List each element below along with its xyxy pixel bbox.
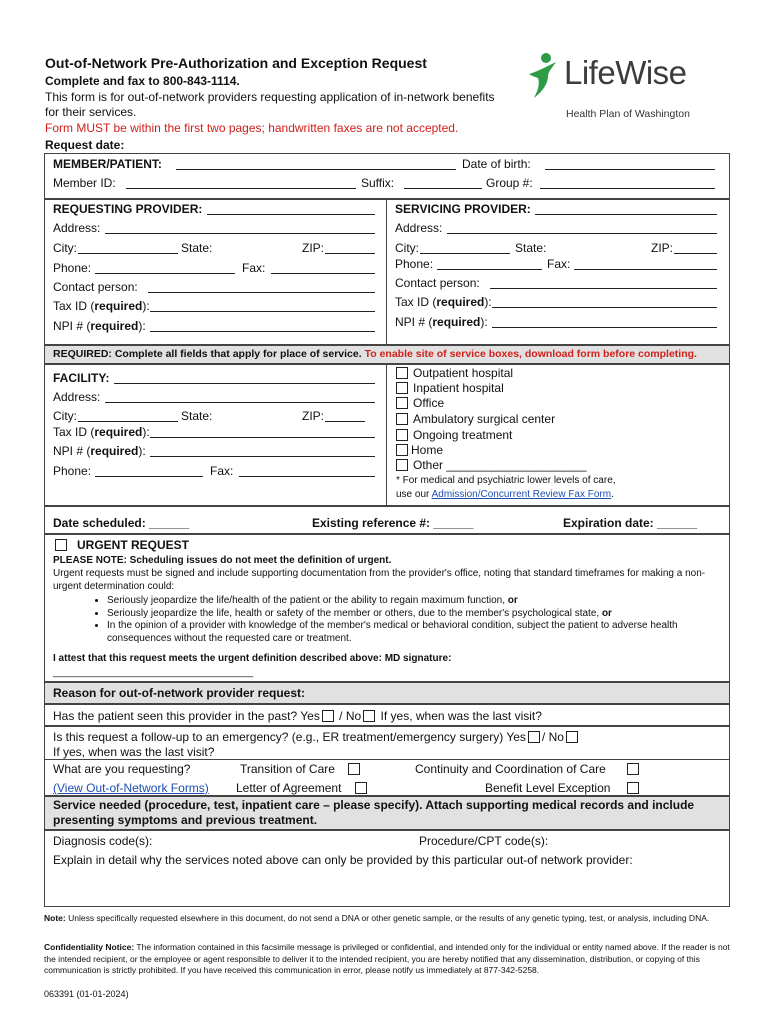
- explain-label: Explain in detail why the services noted above can only be provided by this particular out-of network provider:: [53, 853, 633, 867]
- facility-name-field[interactable]: [114, 383, 375, 384]
- requesting-zip-field[interactable]: [325, 253, 375, 254]
- pos-office-label: Office: [413, 396, 445, 410]
- transition-of-care-label: Transition of Care: [240, 762, 335, 776]
- requesting-phone-label: Phone:: [53, 261, 92, 275]
- requesting-address-label: Address:: [53, 221, 101, 235]
- fax-instruction: Complete and fax to 800-843-1114.: [45, 74, 240, 88]
- pos-ongoing-label: Ongoing treatment: [413, 428, 513, 442]
- continuity-of-care-label: Continuity and Coordination of Care: [415, 762, 606, 776]
- facility-npi-field[interactable]: [150, 456, 375, 457]
- requesting-npi-field[interactable]: [150, 331, 375, 332]
- servicing-city-label: City:: [395, 241, 419, 255]
- admission-review-form-link[interactable]: Admission/Concurrent Review Fax Form: [431, 489, 612, 500]
- servicing-contact-label: Contact person:: [395, 276, 480, 290]
- facility-divider: [386, 364, 387, 506]
- emergency-last-visit: If yes, when was the last visit?: [53, 745, 215, 759]
- seen-provider-yes-checkbox[interactable]: [322, 710, 334, 722]
- requesting-zip-label: ZIP:: [302, 241, 325, 255]
- servicing-npi-label: NPI # (required):: [395, 315, 488, 329]
- group-field[interactable]: [540, 188, 715, 189]
- seen-provider-no-checkbox[interactable]: [363, 710, 375, 722]
- pos-home-checkbox[interactable]: [396, 444, 408, 456]
- date-scheduled[interactable]: Date scheduled: ______: [53, 516, 190, 530]
- servicing-provider-label: SERVICING PROVIDER:: [395, 202, 531, 216]
- footer-note: Note: Unless specifically requested elsewhere in this document, do not send a DNA or other genetic sample, or the results of any genetic typing, test, or analysis, including DNA.: [44, 913, 710, 923]
- urgent-bullet: • Seriously jeopardize the life/health of the patient or the ability to regain maximum function, or: [107, 595, 725, 608]
- facility-fax-label: Fax:: [210, 464, 234, 478]
- urgent-section: [44, 534, 730, 682]
- form-id: 063391 (01-01-2024): [44, 989, 129, 999]
- seen-provider-question: Has the patient seen this provider in the past? Yes / No If yes, when was the last visit?: [53, 709, 542, 723]
- servicing-contact-field[interactable]: [490, 288, 717, 289]
- facility-npi-label: NPI # (required):: [53, 444, 146, 458]
- servicing-fax-label: Fax:: [547, 257, 571, 271]
- what-requesting-label: What are you requesting?: [53, 762, 191, 776]
- facility-fax-field[interactable]: [239, 476, 375, 477]
- requesting-state-label: State:: [181, 241, 213, 255]
- group-label: Group #:: [486, 176, 533, 190]
- member-patient-field[interactable]: [176, 169, 456, 170]
- servicing-phone-field[interactable]: [437, 269, 542, 270]
- servicing-taxid-label: Tax ID (required):: [395, 295, 492, 309]
- procedure-code-label: Procedure/CPT code(s):: [419, 834, 549, 848]
- pos-office-checkbox[interactable]: [396, 397, 408, 409]
- facility-taxid-label: Tax ID (required):: [53, 425, 150, 439]
- pos-outpatient-checkbox[interactable]: [396, 367, 408, 379]
- facility-city-label: City:: [53, 409, 77, 423]
- lifewise-figure-icon: [526, 52, 562, 102]
- letter-of-agreement-checkbox[interactable]: [355, 782, 367, 794]
- facility-phone-field[interactable]: [95, 476, 203, 477]
- urgent-bullet: • In the opinion of a provider with knowledge of the member's medical or behavioral condition, subject the patient to adverse health consequences without the requested care or treatment.: [107, 620, 725, 645]
- requesting-city-field[interactable]: [78, 253, 178, 254]
- provider-section: [44, 199, 730, 345]
- letter-of-agreement-label: Letter of Agreement: [236, 781, 342, 795]
- emergency-yes-checkbox[interactable]: [528, 731, 540, 743]
- suffix-label: Suffix:: [361, 176, 395, 190]
- servicing-address-field[interactable]: [447, 233, 717, 234]
- facility-state-label: State:: [181, 409, 213, 423]
- pos-ambulatory-label: Ambulatory surgical center: [413, 412, 556, 426]
- confidentiality-notice: Confidentiality Notice: The information contained in this facsimile message is privileged or confidential, and intended only for the individual or entity named above. If the reader is not the intended recipient, or the employee or agent responsible to deliver it to the intended recipient, you are hereby notified that any dissemination, distribution, or copying of this communication is strictly prohibited. If you have received this communication in error, please notify us immediately at 877-342-5258.: [44, 942, 730, 975]
- requesting-provider-field[interactable]: [207, 214, 375, 215]
- facility-address-label: Address:: [53, 390, 101, 404]
- requesting-address-field[interactable]: [105, 233, 375, 234]
- urgent-note: PLEASE NOTE: Scheduling issues do not meet the definition of urgent.: [53, 555, 392, 566]
- dob-label: Date of birth:: [462, 157, 531, 171]
- urgent-bullets: [45, 595, 725, 645]
- facility-label: FACILITY:: [53, 371, 110, 385]
- pos-ambulatory-checkbox[interactable]: [396, 413, 408, 425]
- pos-outpatient-label: Outpatient hospital: [413, 366, 514, 380]
- suffix-field[interactable]: [404, 188, 482, 189]
- requesting-fax-field[interactable]: [271, 273, 375, 274]
- emergency-followup-question: Is this request a follow-up to an emergency? (e.g., ER treatment/emergency surgery) Yes / No: [53, 730, 580, 744]
- pos-other-checkbox[interactable]: [396, 459, 408, 471]
- requesting-phone-field[interactable]: [95, 273, 235, 274]
- emergency-no-checkbox[interactable]: [566, 731, 578, 743]
- requesting-city-label: City:: [53, 241, 77, 255]
- logo-wordmark: LifeWise: [564, 54, 687, 91]
- servicing-zip-field[interactable]: [674, 253, 717, 254]
- servicing-zip-label: ZIP:: [651, 241, 674, 255]
- requesting-fax-label: Fax:: [242, 261, 266, 275]
- form-must-note: Form MUST be within the first two pages; handwritten faxes are not accepted.: [45, 121, 459, 135]
- reason-bar-title: Reason for out-of-network provider request:: [53, 686, 306, 700]
- pos-inpatient-label: Inpatient hospital: [413, 381, 504, 395]
- dob-field[interactable]: [545, 169, 715, 170]
- facility-zip-label: ZIP:: [302, 409, 325, 423]
- pos-ongoing-checkbox[interactable]: [396, 429, 408, 441]
- pos-note-line2: use our Admission/Concurrent Review Fax Form.: [396, 489, 614, 500]
- pos-inpatient-checkbox[interactable]: [396, 382, 408, 394]
- transition-of-care-checkbox[interactable]: [348, 763, 360, 775]
- view-out-of-network-forms-link[interactable]: (View Out-of-Network Forms): [53, 781, 209, 795]
- servicing-npi-field[interactable]: [492, 327, 717, 328]
- facility-city-field[interactable]: [78, 421, 178, 422]
- servicing-state-label: State:: [515, 241, 547, 255]
- facility-phone-label: Phone:: [53, 464, 92, 478]
- facility-address-field[interactable]: [105, 402, 375, 403]
- servicing-address-label: Address:: [395, 221, 443, 235]
- lifewise-logo: [526, 52, 726, 122]
- md-signature-field[interactable]: ____________________________________: [53, 667, 254, 678]
- benefit-exception-label: Benefit Level Exception: [485, 781, 611, 795]
- facility-zip-field[interactable]: [325, 421, 365, 422]
- pos-other-label: Other _____________________: [413, 458, 587, 472]
- expiration-date[interactable]: Expiration date: ______: [563, 516, 698, 530]
- provider-divider: [386, 199, 387, 345]
- form-description: This form is for out-of-network providers requesting application of in-network benefits for their services.: [45, 90, 495, 119]
- urgent-attest: I attest that this request meets the urgent definition described above: MD signature:: [53, 653, 452, 664]
- pos-home-label: Home: [411, 443, 444, 457]
- request-date-label: Request date:: [45, 138, 125, 152]
- servicing-phone-label: Phone:: [395, 257, 434, 271]
- servicing-city-field[interactable]: [420, 253, 510, 254]
- requesting-provider-label: REQUESTING PROVIDER:: [53, 202, 203, 216]
- requesting-taxid-field[interactable]: [150, 311, 375, 312]
- reason-divider: [44, 759, 730, 760]
- service-bar-text: Service needed (procedure, test, inpatient care – please specify). Attach supporting medical records and include presenting symptoms and previous treatment.: [53, 798, 695, 827]
- logo-subtitle: Health Plan of Washington: [566, 108, 690, 120]
- requesting-contact-label: Contact person:: [53, 280, 138, 294]
- form-title: Out-of-Network Pre-Authorization and Exception Request: [45, 55, 427, 71]
- urgent-body: Urgent requests must be signed and include supporting documentation from the provider's office, noting that standard timeframes for making a non-urgent determination could:: [53, 568, 706, 592]
- urgent-request-checkbox[interactable]: [55, 539, 67, 551]
- diagnosis-code-label: Diagnosis code(s):: [53, 834, 153, 848]
- facility-taxid-field[interactable]: [150, 437, 375, 438]
- requesting-taxid-label: Tax ID (required):: [53, 299, 150, 313]
- required-bar-text: REQUIRED: Complete all fields that apply for place of service. To enable site of service boxes, download form before completing.: [53, 348, 697, 360]
- servicing-taxid-field[interactable]: [492, 307, 717, 308]
- requesting-npi-label: NPI # (required):: [53, 319, 146, 333]
- servicing-fax-field[interactable]: [574, 269, 717, 270]
- existing-reference[interactable]: Existing reference #: ______: [312, 516, 474, 530]
- continuity-of-care-checkbox[interactable]: [627, 763, 639, 775]
- explain-textarea[interactable]: [50, 870, 724, 902]
- servicing-provider-field[interactable]: [535, 214, 717, 215]
- urgent-bullet: • Seriously jeopardize the life, health or safety of the member or others, due to the member's psychological state, or: [107, 608, 725, 621]
- pos-note-line1: * For medical and psychiatric lower levels of care,: [396, 475, 616, 486]
- urgent-request-title: URGENT REQUEST: [77, 538, 190, 552]
- member-id-label: Member ID:: [53, 176, 116, 190]
- member-id-field[interactable]: [126, 188, 356, 189]
- requesting-contact-field[interactable]: [148, 292, 375, 293]
- benefit-exception-checkbox[interactable]: [627, 782, 639, 794]
- member-patient-label: MEMBER/PATIENT:: [53, 157, 162, 171]
